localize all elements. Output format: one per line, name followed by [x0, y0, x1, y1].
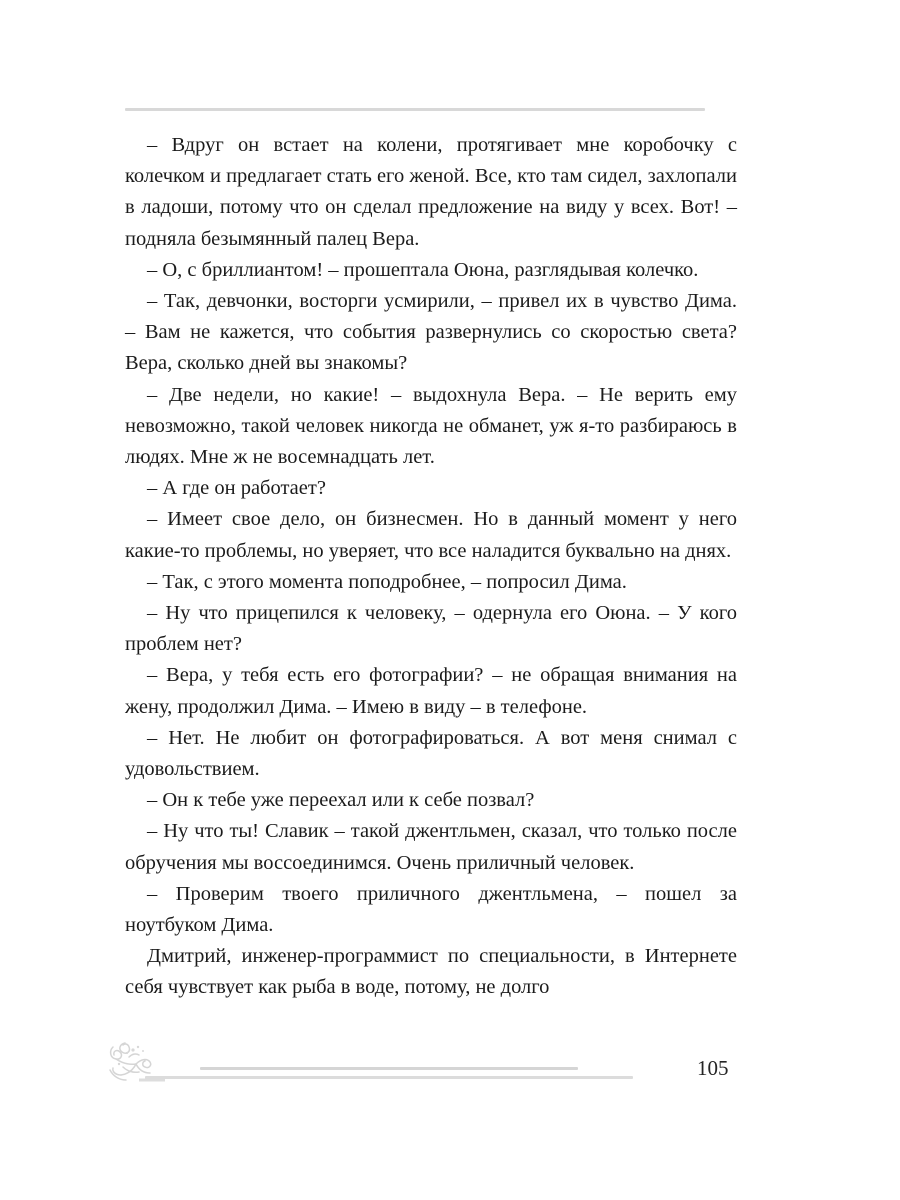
paragraph: – Ну что прицепился к человеку, – одернула его Оюна. – У кого проблем нет? — [125, 602, 737, 656]
page-footer — [0, 1035, 900, 1105]
paragraph: – Две недели, но какие! – выдохнула Вера. – Не верить ему невозможно, такой человек никогда не обманет, уж я-то разбираюсь в людях. Мне ж не восемнадцать лет. — [125, 383, 737, 469]
paragraph: – Нет. Не любит он фотографироваться. А вот меня снимал с удовольствием. — [125, 726, 737, 781]
paragraph: – Имеет свое дело, он бизнесмен. Но в данный момент у него какие-то проблемы, но уверяет, что все наладится буквально на днях. — [125, 508, 737, 562]
paragraph: Дмитрий, инженер-программист по специальности, в Интернете себя чувствует как рыба в воде, потому, не долго — [125, 945, 737, 999]
paragraph: – Вдруг он встает на колени, протягивает мне коробочку с колечком и предлагает стать его женой. Все, кто там сидел, захлопали в ладоши, потому что он сделал предложение на виду у всех. Вот! – подняла безымянный палец Вера. — [125, 134, 737, 250]
paragraph: – О, с бриллиантом! – прошептала Оюна, разглядывая колечко. — [147, 258, 699, 281]
paragraph: – Так, с этого момента поподробнее, – попросил Дима. — [147, 570, 627, 593]
paragraph: – Ну что ты! Славик – такой джентльмен, сказал, что только после обручения мы воссоединимся. Очень приличный человек. — [125, 820, 737, 874]
footer-divider-rule-upper — [200, 1067, 578, 1070]
paragraph: – Проверим твоего приличного джентльмена, – пошел за ноутбуком Дима. — [125, 882, 737, 937]
header-divider-rule — [125, 108, 705, 111]
paragraph: – Он к тебе уже переехал или к себе позвал? — [147, 789, 535, 812]
paragraph: – А где он работает? — [147, 477, 326, 500]
body-text-block — [125, 130, 737, 1004]
paragraph: – Так, девчонки, восторги усмирили, – привел их в чувство Дима. – Вам не кажется, что события развернулись со скоростью света? Вера, сколько дней вы знакомы? — [125, 290, 737, 375]
page-number: 105 — [697, 1056, 729, 1080]
paragraph: – Вера, у тебя есть его фотографии? – не обращая внимания на жену, продолжил Дима. – Имею в виду – в телефоне. — [125, 664, 737, 718]
floral-flourish-ornament — [103, 1037, 165, 1089]
footer-divider-rule-lower — [145, 1076, 633, 1079]
